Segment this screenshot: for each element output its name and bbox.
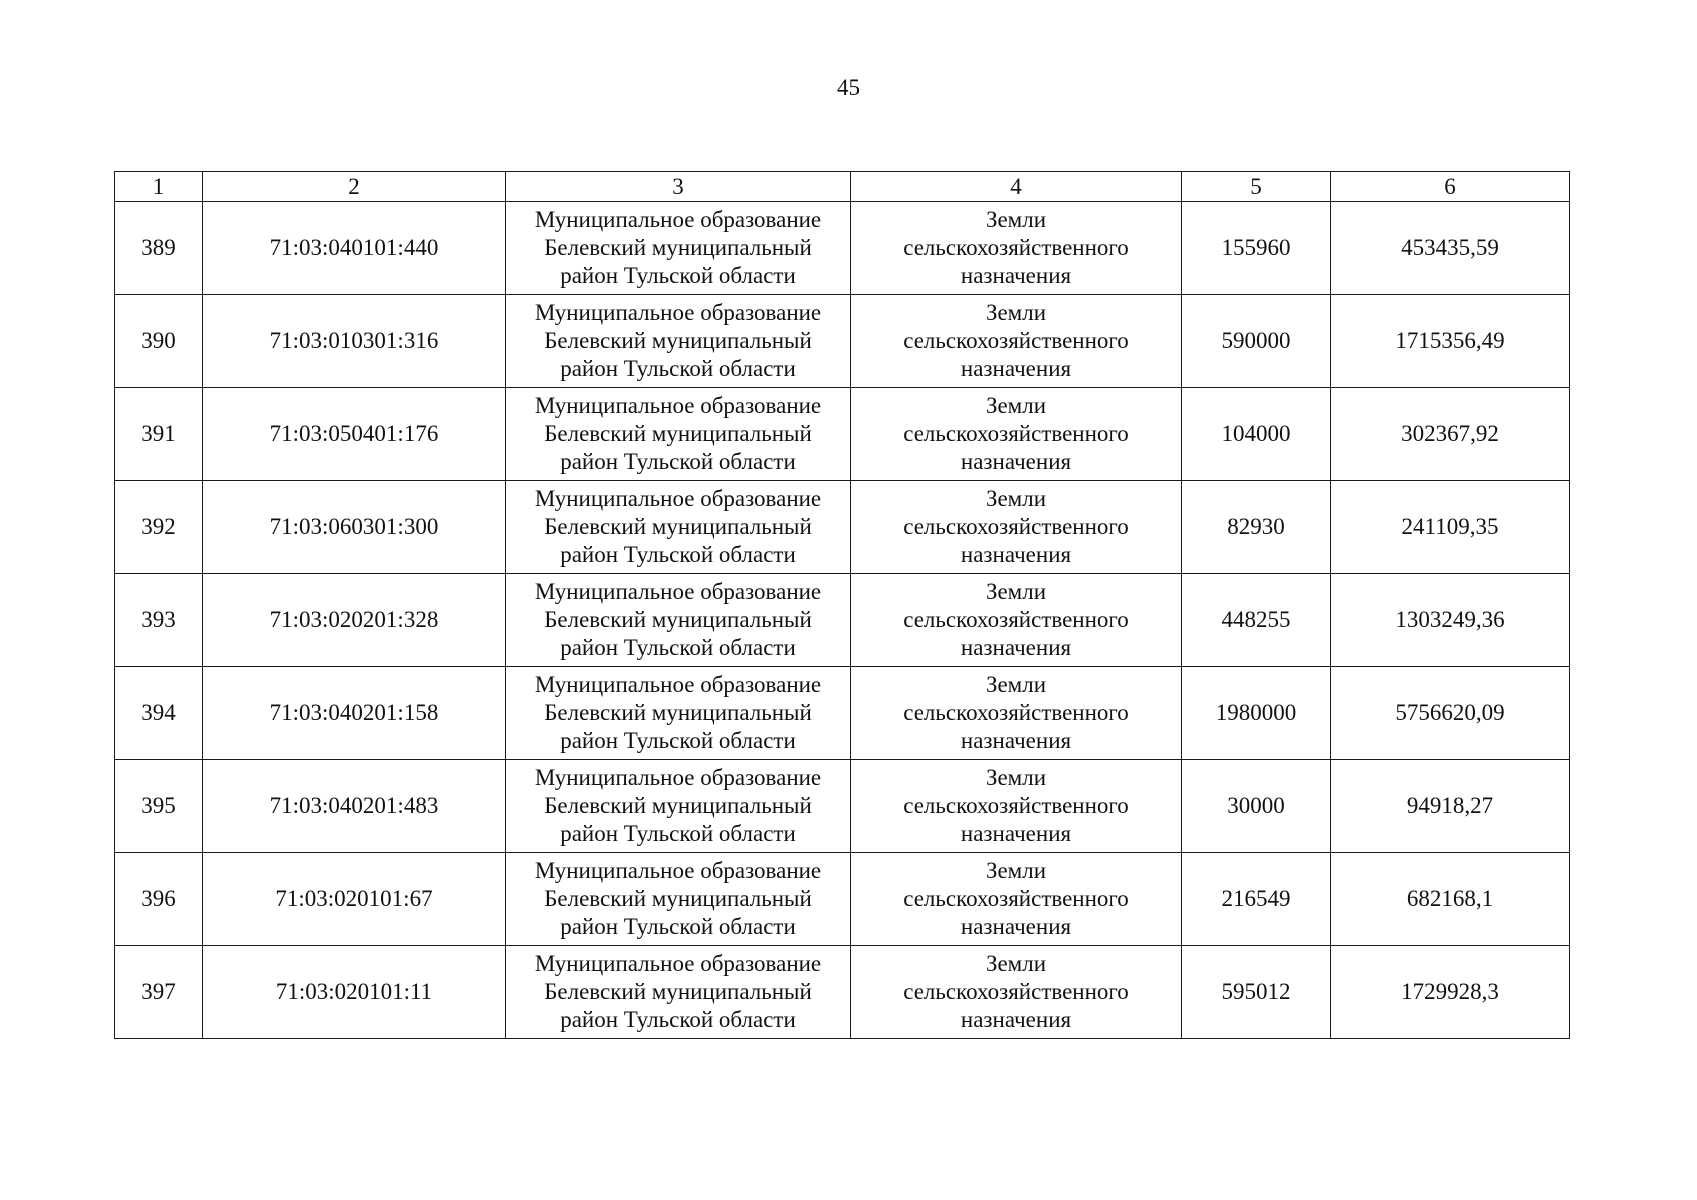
page-number: 45 <box>837 75 860 100</box>
area-cell: 1980000 <box>1182 667 1331 760</box>
cadastral-number-cell: 71:03:050401:176 <box>203 388 506 481</box>
area-cell: 82930 <box>1182 481 1331 574</box>
cadastral-value-cell: 5756620,09 <box>1331 667 1570 760</box>
owner-cell-line: Белевский муниципальный <box>544 886 812 911</box>
owner-cell-line: Муниципальное образование <box>534 300 822 325</box>
owner-cell-line: Белевский муниципальный <box>544 328 812 353</box>
row-number-cell: 394 <box>115 667 203 760</box>
cadastral-number-cell: 71:03:020201:328 <box>203 574 506 667</box>
column-header-2: 2 <box>203 172 506 202</box>
cadastral-number-cell: 71:03:040201:483 <box>203 760 506 853</box>
cadastral-number-cell: 71:03:020101:11 <box>203 946 506 1039</box>
owner-cell-line: Белевский муниципальный <box>544 514 812 539</box>
land-category-cell-line: назначения <box>960 356 1072 381</box>
cadastral-number-cell: 71:03:020101:67 <box>203 853 506 946</box>
owner-cell <box>506 853 851 946</box>
table-row <box>115 946 1570 1039</box>
owner-cell-line: Муниципальное образование <box>534 393 822 418</box>
row-number-cell: 392 <box>115 481 203 574</box>
owner-cell <box>506 481 851 574</box>
owner-cell-line: Белевский муниципальный <box>544 607 812 632</box>
owner-cell-line: Муниципальное образование <box>534 858 822 883</box>
owner-cell <box>506 760 851 853</box>
land-category-cell-line: назначения <box>960 728 1072 753</box>
row-number-cell: 391 <box>115 388 203 481</box>
owner-cell-line: Белевский муниципальный <box>544 793 812 818</box>
owner-cell <box>506 202 851 295</box>
owner-cell-line: Муниципальное образование <box>534 579 822 604</box>
owner-cell-line: район Тульской области <box>560 635 796 660</box>
land-category-cell <box>851 946 1182 1039</box>
table-row <box>115 574 1570 667</box>
owner-cell <box>506 946 851 1039</box>
area-cell: 30000 <box>1182 760 1331 853</box>
land-category-cell-line: Земли <box>985 672 1047 697</box>
cadastral-value-cell: 302367,92 <box>1331 388 1570 481</box>
column-number-row <box>115 172 1570 202</box>
table-row <box>115 853 1570 946</box>
area-cell: 155960 <box>1182 202 1331 295</box>
land-category-cell-line: Земли <box>985 207 1047 232</box>
land-category-cell-line: Земли <box>985 579 1047 604</box>
column-header-6: 6 <box>1331 172 1570 202</box>
cadastral-value-cell: 1715356,49 <box>1331 295 1570 388</box>
table-row <box>115 760 1570 853</box>
cadastral-number-cell: 71:03:040201:158 <box>203 667 506 760</box>
land-category-cell-line: Земли <box>985 393 1047 418</box>
land-category-cell-line: сельскохозяйственного <box>903 607 1129 632</box>
land-category-cell-line: назначения <box>960 263 1072 288</box>
row-number-cell: 397 <box>115 946 203 1039</box>
cadastral-value-cell: 94918,27 <box>1331 760 1570 853</box>
owner-cell-line: Муниципальное образование <box>534 486 822 511</box>
owner-cell-line: Белевский муниципальный <box>544 700 812 725</box>
land-category-cell-line: сельскохозяйственного <box>903 886 1129 911</box>
cadastral-value-cell: 453435,59 <box>1331 202 1570 295</box>
land-category-cell-line: сельскохозяйственного <box>903 235 1129 260</box>
land-category-cell-line: сельскохозяйственного <box>903 700 1129 725</box>
land-category-cell-line: Земли <box>985 300 1047 325</box>
owner-cell-line: район Тульской области <box>560 1007 796 1032</box>
area-cell: 216549 <box>1182 853 1331 946</box>
cadastral-value-cell: 241109,35 <box>1331 481 1570 574</box>
area-cell: 104000 <box>1182 388 1331 481</box>
land-category-cell <box>851 202 1182 295</box>
table-row <box>115 388 1570 481</box>
land-category-cell <box>851 760 1182 853</box>
owner-cell-line: район Тульской области <box>560 356 796 381</box>
row-number-cell: 393 <box>115 574 203 667</box>
owner-cell-line: Муниципальное образование <box>534 672 822 697</box>
row-number-cell: 395 <box>115 760 203 853</box>
area-cell: 448255 <box>1182 574 1331 667</box>
land-category-cell <box>851 388 1182 481</box>
land-category-cell-line: Земли <box>985 858 1047 883</box>
land-category-cell-line: Земли <box>985 951 1047 976</box>
land-category-cell <box>851 481 1182 574</box>
land-category-cell-line: назначения <box>960 914 1072 939</box>
owner-cell-line: Муниципальное образование <box>534 765 822 790</box>
owner-cell-line: Муниципальное образование <box>534 207 822 232</box>
table-row <box>115 202 1570 295</box>
owner-cell-line: Белевский муниципальный <box>544 421 812 446</box>
land-category-cell-line: сельскохозяйственного <box>903 328 1129 353</box>
cadastral-number-cell: 71:03:060301:300 <box>203 481 506 574</box>
land-category-cell <box>851 667 1182 760</box>
land-category-cell <box>851 853 1182 946</box>
land-category-cell <box>851 295 1182 388</box>
column-header-4: 4 <box>851 172 1182 202</box>
column-header-1: 1 <box>115 172 203 202</box>
land-category-cell <box>851 574 1182 667</box>
column-header-5: 5 <box>1182 172 1331 202</box>
row-number-cell: 390 <box>115 295 203 388</box>
land-category-cell-line: сельскохозяйственного <box>903 793 1129 818</box>
owner-cell <box>506 295 851 388</box>
table-body <box>115 202 1570 1039</box>
land-category-cell-line: сельскохозяйственного <box>903 979 1129 1004</box>
owner-cell-line: район Тульской области <box>560 263 796 288</box>
owner-cell <box>506 667 851 760</box>
owner-cell <box>506 388 851 481</box>
table-row <box>115 481 1570 574</box>
cadastral-value-cell: 1303249,36 <box>1331 574 1570 667</box>
land-category-cell-line: назначения <box>960 1007 1072 1032</box>
owner-cell-line: район Тульской области <box>560 542 796 567</box>
owner-cell-line: район Тульской области <box>560 914 796 939</box>
owner-cell-line: район Тульской области <box>560 821 796 846</box>
land-category-cell-line: назначения <box>960 542 1072 567</box>
owner-cell-line: Белевский муниципальный <box>544 235 812 260</box>
owner-cell-line: район Тульской области <box>560 449 796 474</box>
land-category-cell-line: Земли <box>985 765 1047 790</box>
row-number-cell: 396 <box>115 853 203 946</box>
owner-cell <box>506 574 851 667</box>
cadastral-value-cell: 1729928,3 <box>1331 946 1570 1039</box>
land-category-cell-line: назначения <box>960 635 1072 660</box>
area-cell: 595012 <box>1182 946 1331 1039</box>
table-row <box>115 295 1570 388</box>
cadastral-number-cell: 71:03:010301:316 <box>203 295 506 388</box>
land-category-cell-line: сельскохозяйственного <box>903 514 1129 539</box>
owner-cell-line: Муниципальное образование <box>534 951 822 976</box>
table-row <box>115 667 1570 760</box>
land-category-cell-line: назначения <box>960 821 1072 846</box>
cadastral-value-cell: 682168,1 <box>1331 853 1570 946</box>
row-number-cell: 389 <box>115 202 203 295</box>
land-register-table <box>114 171 1570 1039</box>
cadastral-number-cell: 71:03:040101:440 <box>203 202 506 295</box>
column-header-3: 3 <box>506 172 851 202</box>
owner-cell-line: район Тульской области <box>560 728 796 753</box>
owner-cell-line: Белевский муниципальный <box>544 979 812 1004</box>
area-cell: 590000 <box>1182 295 1331 388</box>
land-category-cell-line: назначения <box>960 449 1072 474</box>
land-category-cell-line: сельскохозяйственного <box>903 421 1129 446</box>
land-category-cell-line: Земли <box>985 486 1047 511</box>
